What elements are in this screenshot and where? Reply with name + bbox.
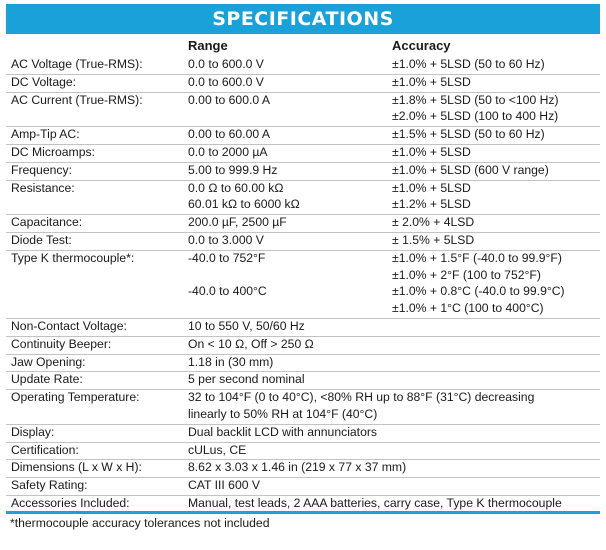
- spec-label: Accessories Included:: [11, 496, 130, 510]
- table-bottom-rule: [6, 511, 600, 514]
- specifications-title: SPECIFICATIONS: [212, 8, 394, 30]
- accuracy-column-header: Accuracy: [392, 38, 451, 53]
- spec-range: 5.00 to 999.9 Hz: [188, 162, 278, 177]
- spec-range: 0.0 Ω to 60.00 kΩ: [188, 180, 284, 195]
- spec-range: -40.0 to 752°F: [188, 250, 266, 265]
- spec-label: Dimensions (L x W x H):: [11, 460, 142, 475]
- spec-row: [6, 477, 600, 496]
- spec-accuracy: ± 2.0% + 4LSD: [392, 215, 475, 230]
- spec-accuracy: ±2.0% + 5LSD (100 to 400 Hz): [392, 109, 559, 124]
- spec-value: 10 to 550 V, 50/60 Hz: [188, 319, 305, 333]
- spec-accuracy: ±1.0% + 5LSD (600 V range): [392, 162, 549, 177]
- spec-accuracy: ±1.0% + 5LSD: [392, 74, 471, 89]
- spec-row: [6, 92, 600, 128]
- spec-row: [6, 424, 600, 443]
- spec-range: 0.00 to 60.00 A: [188, 127, 270, 142]
- spec-label: DC Voltage:: [11, 74, 77, 89]
- spec-range: 0.0 to 2000 µA: [188, 145, 268, 159]
- spec-label: DC Microamps:: [11, 145, 95, 159]
- specifications-banner: [6, 4, 600, 34]
- spec-row: [6, 371, 600, 390]
- spec-row: [6, 459, 600, 478]
- spec-row: [6, 336, 600, 355]
- spec-accuracy: ± 1.5% + 5LSD: [392, 233, 475, 247]
- spec-label: Jaw Opening:: [11, 354, 86, 369]
- spec-value: 32 to 104°F (0 to 40°C), <80% RH up to 88°F (31°C) decreasing: [188, 390, 535, 405]
- spec-row: [6, 162, 600, 181]
- spec-accuracy: ±1.0% + 1°C (100 to 400°C): [392, 301, 544, 316]
- spec-value: Dual backlit LCD with annunciators: [188, 424, 377, 439]
- spec-range: 0.0 to 3.000 V: [188, 233, 264, 247]
- spec-label: Diode Test:: [11, 233, 72, 247]
- spec-label: Continuity Beeper:: [11, 336, 112, 351]
- spec-value: CAT III 600 V: [188, 478, 261, 493]
- footnote: *thermocouple accuracy tolerances not included: [10, 515, 270, 530]
- spec-accuracy: ±1.8% + 5LSD (50 to <100 Hz): [392, 92, 559, 107]
- spec-accuracy: ±1.0% + 0.8°C (-40.0 to 99.9°C): [392, 284, 565, 299]
- spec-label: Frequency:: [11, 162, 72, 177]
- spec-label: Certification:: [11, 442, 79, 457]
- spec-label: Amp-Tip AC:: [11, 127, 80, 142]
- spec-label: Update Rate:: [11, 372, 83, 387]
- spec-label: Display:: [11, 424, 55, 439]
- spec-label: AC Voltage (True-RMS):: [11, 57, 143, 71]
- spec-row: [6, 250, 600, 319]
- spec-accuracy: ±1.0% + 1.5°F (-40.0 to 99.9°F): [392, 250, 562, 265]
- spec-accuracy: ±1.5% + 5LSD (50 to 60 Hz): [392, 127, 545, 142]
- spec-range: 60.01 kΩ to 6000 kΩ: [188, 197, 300, 212]
- spec-row: [6, 180, 600, 216]
- spec-accuracy: ±1.0% + 5LSD: [392, 145, 471, 159]
- spec-label: Resistance:: [11, 180, 75, 195]
- spec-row: [6, 214, 600, 233]
- spec-range: -40.0 to 400°C: [188, 284, 267, 299]
- spec-row: [6, 56, 600, 75]
- spec-row: [6, 318, 600, 337]
- spec-accuracy: ±1.0% + 2°F (100 to 752°F): [392, 267, 541, 282]
- spec-value: 8.62 x 3.03 x 1.46 in (219 x 77 x 37 mm): [188, 460, 407, 475]
- spec-value: cULus, CE: [188, 442, 247, 457]
- spec-accuracy: ±1.0% + 5LSD: [392, 180, 471, 195]
- spec-range: 0.0 to 600.0 V: [188, 74, 264, 89]
- spec-value: 1.18 in (30 mm): [188, 354, 274, 369]
- range-column-header: Range: [188, 38, 228, 53]
- spec-label: Capacitance:: [11, 215, 83, 230]
- spec-range: 0.00 to 600.0 A: [188, 92, 270, 107]
- spec-value: On < 10 Ω, Off > 250 Ω: [188, 336, 314, 351]
- spec-range: 200.0 µF, 2500 µF: [188, 215, 287, 230]
- spec-row: [6, 232, 600, 251]
- spec-value: 5 per second nominal: [188, 372, 305, 387]
- spec-row: [6, 144, 600, 163]
- spec-label: AC Current (True-RMS):: [11, 92, 143, 107]
- spec-row: [6, 126, 600, 145]
- spec-accuracy: ±1.0% + 5LSD (50 to 60 Hz): [392, 57, 545, 71]
- spec-row: [6, 389, 600, 425]
- spec-label: Operating Temperature:: [11, 390, 140, 405]
- spec-row: [6, 442, 600, 461]
- spec-row: [6, 74, 600, 93]
- spec-label: Type K thermocouple*:: [11, 250, 135, 265]
- spec-row: [6, 354, 600, 373]
- spec-label: Safety Rating:: [11, 478, 88, 493]
- spec-accuracy: ±1.2% + 5LSD: [392, 197, 471, 212]
- spec-range: 0.0 to 600.0 V: [188, 57, 264, 71]
- spec-label: Non-Contact Voltage:: [11, 319, 127, 333]
- spec-value: Manual, test leads, 2 AAA batteries, carry case, Type K thermocouple: [188, 496, 562, 510]
- spec-value: linearly to 50% RH at 104°F (40°C): [188, 406, 378, 421]
